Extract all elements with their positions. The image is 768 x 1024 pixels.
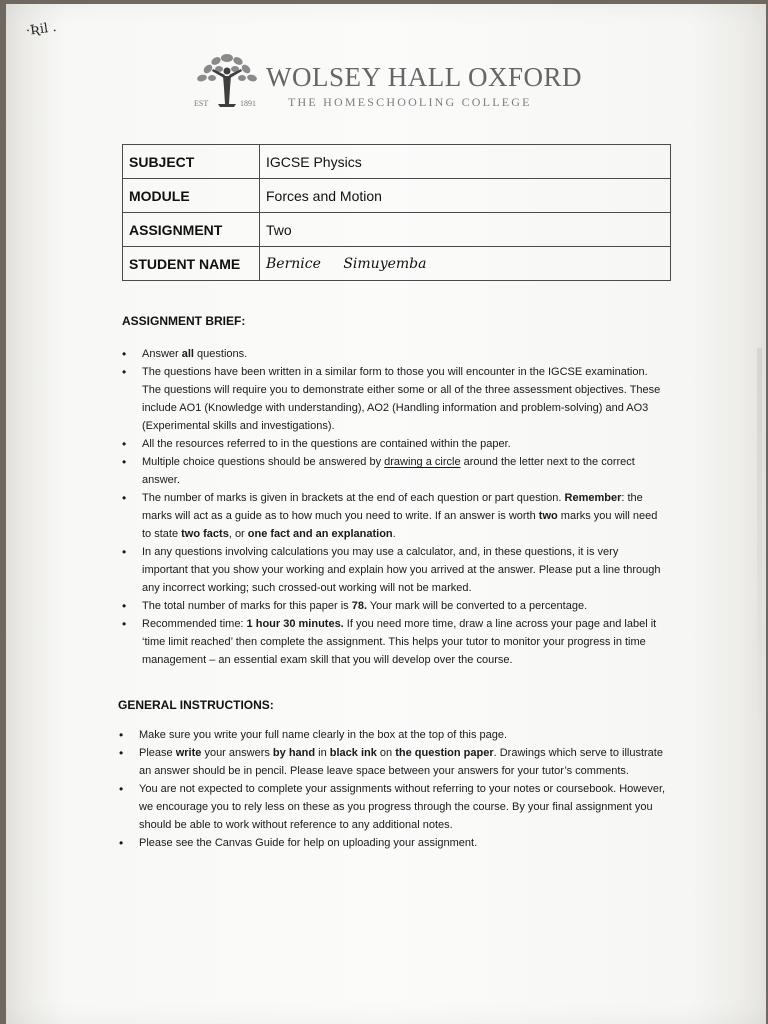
list-item: • All the resources referred to in the questions are contained within the paper. [122, 435, 662, 453]
list-item-emphasis: write [175, 747, 202, 759]
logo-title: WOLSEY HALL OXFORD [266, 62, 582, 92]
list-item-emphasis: two [538, 510, 558, 522]
list-item-text: : the marks will act as a guide as to how much you need to write. If an answer is worth [142, 492, 643, 522]
list-item [122, 615, 662, 669]
list-item-handwritten-underline: drawing a circle [384, 456, 461, 468]
list-item-emphasis: black ink [329, 747, 377, 759]
assignment-label: ASSIGNMENT [123, 213, 260, 247]
assignment-value: Two [260, 213, 671, 247]
list-item [122, 345, 662, 363]
list-item-text: Recommended time: [142, 618, 247, 630]
list-item: • In any questions involving calculations you may use a calculator, and, in these questions, it is very important that you show your working and explain how you arrived at the answer. Please put a line through any incorrect working; such crossed-out working will not be marked. [122, 543, 662, 597]
table-row [123, 145, 671, 179]
student-name-label: STUDENT NAME [123, 247, 260, 281]
student-name-field[interactable]: Bernice Simuyemba [260, 247, 671, 281]
list-item [119, 744, 667, 780]
list-item-emphasis: one fact and an explanation [247, 528, 393, 540]
list-item-emphasis: all [181, 348, 194, 360]
list-item-emphasis: two facts [181, 528, 229, 540]
list-item [122, 453, 662, 489]
module-label: MODULE [123, 179, 260, 213]
table-row [123, 179, 671, 213]
logo-subtitle: THE HOMESCHOOLING COLLEGE [288, 95, 532, 109]
paper-edge-shadow [757, 348, 762, 728]
list-item-emphasis: by hand [272, 747, 316, 759]
list-item-emphasis: 1 hour 30 minutes. [246, 618, 344, 630]
table-row [123, 247, 671, 281]
list-item-emphasis: 78. [351, 600, 367, 612]
list-item: • The questions have been written in a similar form to those you will encounter in the IGCSE examination. The questions will require you to demonstrate either some or all of the three assessment objectives. These include AO1 (Knowledge with understanding), AO2 (Handling information and problem-solving) and AO3 (Experimental skills and investigations). [122, 363, 662, 435]
list-item: • Please see the Canvas Guide for help on uploading your assignment. [119, 834, 667, 852]
list-item-text: in [315, 747, 330, 759]
logo-established-label: EST [194, 99, 209, 108]
list-item-text: Please [139, 747, 176, 759]
list-item: • You are not expected to complete your assignments without referring to your notes or coursebook. However, we encourage you to rely less on these as you progress through the course. By your final assignment you should be able to work without reference to any additional notes. [119, 780, 667, 834]
list-item-emphasis: the question paper [395, 747, 494, 759]
assignment-brief-heading: ASSIGNMENT BRIEF: [122, 314, 246, 328]
list-item [122, 489, 662, 543]
document-page [6, 4, 766, 1024]
table-row [123, 213, 671, 247]
list-item-text: . Drawings which serve to illustrate an answer should be in pencil. Please leave space between your answers for your tutor’s comments. [139, 747, 663, 777]
list-item-text: Multiple choice questions should be answered by [142, 456, 385, 468]
subject-value: IGCSE Physics [260, 145, 671, 179]
general-instructions-list [119, 726, 667, 852]
assignment-info-table [122, 144, 671, 281]
corner-handwritten-mark: ·Ʀil . [25, 19, 58, 40]
subject-label: SUBJECT [123, 145, 260, 179]
list-item [122, 597, 662, 615]
list-item-text: Answer [142, 348, 182, 360]
list-item-text: around the letter next to the correct answer. [142, 456, 635, 486]
list-item-text: , or [228, 528, 248, 540]
list-item: • Make sure you write your full name clearly in the box at the top of this page. [119, 726, 667, 744]
general-instructions-heading: GENERAL INSTRUCTIONS: [118, 698, 274, 712]
school-logo [190, 48, 610, 114]
list-item-text: your answers [201, 747, 273, 759]
list-item-text: on [376, 747, 396, 759]
list-item-text: questions. [193, 348, 248, 360]
module-value: Forces and Motion [260, 179, 671, 213]
assignment-brief-list [122, 345, 662, 669]
list-item-text: If you need more time, draw a line across your page and label it ‘time limit reached’ then complete the assignment. This helps your tutor to monitor your progress in time management – an essential exam skill that you will develop over the course. [142, 618, 657, 666]
list-item-emphasis: Remember [564, 492, 622, 504]
list-item-text: Your mark will be converted to a percentage. [367, 600, 588, 612]
list-item-text: marks you will need to state [142, 510, 658, 540]
list-item-text: . [392, 528, 396, 540]
list-item-text: The number of marks is given in brackets at the end of each question or part question. [142, 492, 565, 504]
list-item-text: The total number of marks for this paper is [142, 600, 352, 612]
logo-established-year: 1891 [240, 99, 256, 108]
